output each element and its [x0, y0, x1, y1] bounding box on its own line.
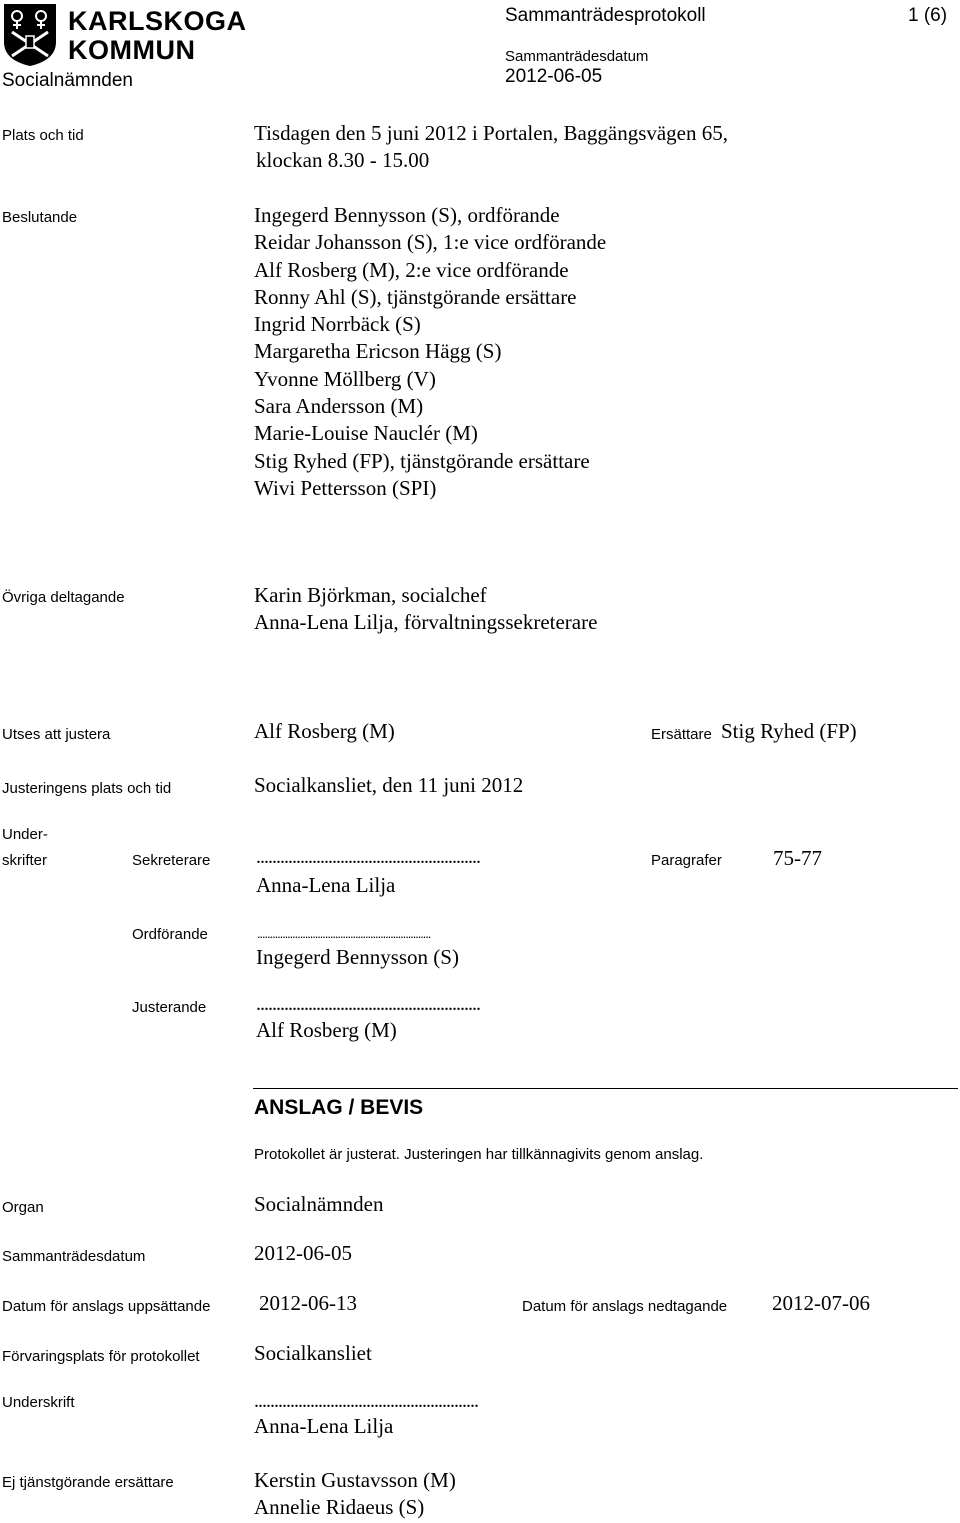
list-item: Marie-Louise Nauclér (M): [254, 421, 478, 446]
department-name: Socialnämnden: [2, 70, 133, 91]
paragraphs: 75-77: [773, 846, 822, 870]
list-item: Alf Rosberg (M), 2:e vice ordförande: [254, 257, 569, 282]
notice-title: ANSLAG / BEVIS: [254, 1096, 424, 1119]
notice-text: Protokollet är justerat. Justeringen har tillkännagivits genom anslag.: [254, 1146, 704, 1163]
decision-makers-list: [254, 202, 606, 502]
secretary-name: Anna-Lena Lilja: [256, 873, 396, 897]
adjustment-place: Socialkansliet, den 11 juni 2012: [254, 773, 524, 797]
organ-label: Organ: [2, 1199, 44, 1216]
place-line2: klockan 8.30 - 15.00: [256, 148, 430, 172]
signature-label: Underskrift: [2, 1394, 75, 1411]
list-item: Margaretha Ericson Hägg (S): [254, 339, 502, 364]
other-participants-list: [254, 582, 597, 637]
notice-meeting-date-label: Sammanträdesdatum: [2, 1248, 146, 1265]
list-item: Reidar Johansson (S), 1:e vice ordförande: [254, 230, 607, 255]
secretary-label: Sekreterare: [132, 852, 211, 869]
removed-date: 2012-07-06: [772, 1291, 870, 1315]
list-item: Sara Andersson (M): [254, 394, 424, 419]
meeting-date-label: Sammanträdesdatum: [505, 48, 649, 65]
notice-divider: [253, 1088, 958, 1089]
coat-of-arms-icon: [2, 2, 58, 68]
adjuster-name: Alf Rosberg (M): [256, 1018, 397, 1042]
substitute: Stig Ryhed (FP): [721, 719, 857, 743]
adjuster-label: Justerande: [132, 999, 207, 1016]
notice-meeting-date: 2012-06-05: [254, 1241, 352, 1265]
list-item: Ronny Ahl (S), tjänstgörande ersättare: [254, 284, 577, 309]
page-number: 1 (6): [908, 5, 948, 26]
storage: Socialkansliet: [254, 1341, 372, 1365]
appointed-adjuster-label: Utses att justera: [2, 726, 111, 743]
signatures-label-line2: skrifter: [2, 852, 47, 869]
org-name-line2: KOMMUN: [68, 35, 196, 65]
removed-date-label: Datum för anslags nedtagande: [522, 1298, 728, 1315]
org-name-line1: KARLSKOGA: [68, 6, 247, 36]
chair-name: Ingegerd Bennysson (S): [256, 945, 459, 969]
secretary-signature-line: ........................................................: [256, 846, 480, 868]
logo: [2, 2, 247, 68]
chair-signature-line: .....................................................................: [257, 926, 431, 941]
list-item: Annelie Ridaeus (S): [254, 1495, 425, 1520]
signature-line: ........................................................: [254, 1390, 478, 1412]
list-item: Anna-Lena Lilja, förvaltningssekreterare: [254, 610, 598, 635]
signatures-label-line1: Under-: [2, 826, 48, 843]
decision-makers-label: Beslutande: [2, 209, 78, 226]
signature-name: Anna-Lena Lilja: [254, 1414, 394, 1438]
document-type: Sammanträdesprotokoll: [505, 5, 706, 26]
posted-date-label: Datum för anslags uppsättande: [2, 1298, 211, 1315]
substitute-label: Ersättare: [651, 726, 712, 743]
adjustment-place-label: Justeringens plats och tid: [2, 780, 172, 797]
posted-date: 2012-06-13: [259, 1291, 357, 1315]
place-label: Plats och tid: [2, 127, 84, 144]
list-item: Stig Ryhed (FP), tjänstgörande ersättare: [254, 448, 590, 473]
chair-label: Ordförande: [132, 926, 208, 943]
absent-substitutes-label: Ej tjänstgörande ersättare: [2, 1474, 174, 1491]
storage-label: Förvaringsplats för protokollet: [2, 1348, 200, 1365]
absent-substitutes-list: [254, 1467, 456, 1522]
adjuster-signature-line: ........................................................: [256, 993, 480, 1015]
list-item: Karin Björkman, socialchef: [254, 583, 487, 607]
list-item: Wivi Pettersson (SPI): [254, 475, 437, 500]
list-item: Ingrid Norrbäck (S): [254, 312, 421, 337]
place-line1: Tisdagen den 5 juni 2012 i Portalen, Baggängsvägen 65,: [254, 121, 729, 145]
list-item: Ingegerd Bennysson (S), ordförande: [254, 203, 560, 227]
organ: Socialnämnden: [254, 1192, 384, 1216]
appointed-adjuster: Alf Rosberg (M): [254, 719, 395, 743]
meeting-date: 2012-06-05: [505, 66, 603, 87]
list-item: Kerstin Gustavsson (M): [254, 1468, 456, 1492]
other-participants-label: Övriga deltagande: [2, 589, 125, 606]
list-item: Yvonne Möllberg (V): [254, 366, 436, 391]
paragraphs-label: Paragrafer: [651, 852, 722, 869]
